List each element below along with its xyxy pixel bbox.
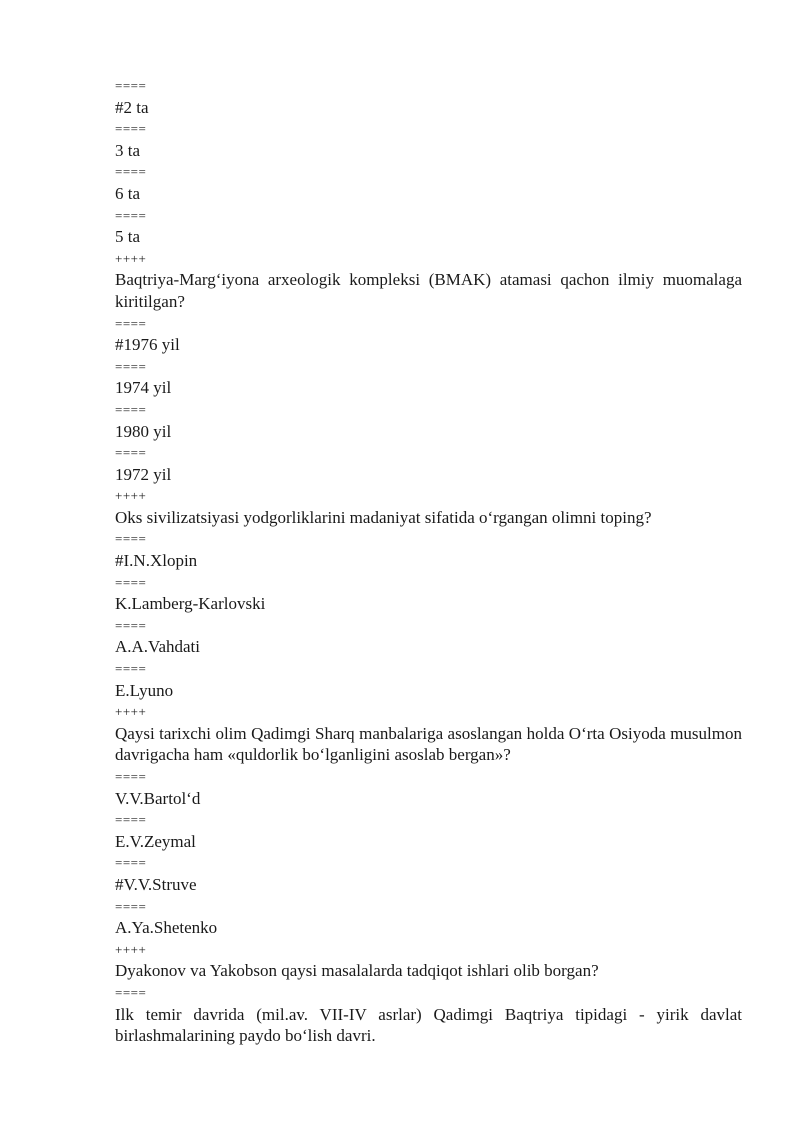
separator-line: ====: [115, 574, 147, 590]
separator-line: ====: [115, 445, 147, 461]
separator-line: ====: [115, 769, 147, 784]
answer-option: #1976 yil: [115, 335, 180, 355]
question-text: Dyakonov va Yakobson qaysi masalalarda tadqiqot ishlari olib borgan?: [115, 961, 599, 981]
separator-line: ====: [115, 855, 147, 871]
separator-line: ====: [115, 401, 147, 417]
answer-option: #V.V.Struve: [115, 874, 197, 894]
question-text: Baqtriya-Marg‘iyona arxeologik kompleksi (BMAK) atamasi qachon ilmiy muomalaga kiritilgan?: [115, 270, 742, 311]
document-page: [115, 75, 742, 1047]
answer-option: 5 ta: [115, 227, 141, 247]
separator-line: ====: [115, 121, 147, 137]
answer-option: E.V.Zeymal: [115, 831, 196, 851]
question-text: Oks sivilizatsiyasi yodgorliklarini madaniyat sifatida o‘rgangan olimni toping?: [115, 507, 652, 527]
separator-line: ====: [115, 78, 147, 93]
answer-option: K.Lamberg-Karlovski: [115, 594, 266, 614]
answer-option: 1974 yil: [115, 378, 172, 398]
separator-line: ++++: [115, 941, 147, 957]
separator-line: ====: [115, 164, 147, 180]
separator-line: ====: [115, 898, 147, 914]
separator-line: ====: [115, 984, 147, 1000]
answer-option: E.Lyuno: [115, 680, 174, 700]
answer-option: 1980 yil: [115, 421, 172, 441]
question-text: Qaysi tarixchi olim Qadimgi Sharq manbalariga asoslangan holda O‘rta Osiyoda musulmon davrigacha ham «quldorlik bo‘lganligini asoslab bergan»?: [115, 723, 742, 765]
separator-line: ====: [115, 315, 147, 331]
separator-line: ++++: [115, 250, 147, 266]
separator-line: ++++: [115, 488, 147, 504]
answer-option: #I.N.Xlopin: [115, 551, 198, 571]
answer-option: #2 ta: [115, 97, 149, 117]
separator-line: ====: [115, 661, 147, 677]
separator-line: ====: [115, 358, 147, 374]
separator-line: ====: [115, 531, 147, 547]
answer-option: V.V.Bartol‘d: [115, 788, 201, 808]
answer-option: 1972 yil: [115, 464, 172, 484]
separator-line: ++++: [115, 704, 147, 720]
answer-option: A.A.Vahdati: [115, 637, 200, 657]
question-text: Ilk temir davrida (mil.av. VII-IV asrlar) Qadimgi Baqtriya tipidagi - yirik davlat birlashmalarining paydo bo‘lish davri.: [115, 1004, 742, 1046]
answer-option: A.Ya.Shetenko: [115, 918, 218, 938]
answer-option: 6 ta: [115, 183, 141, 203]
answer-option: 3 ta: [115, 140, 141, 160]
separator-line: ====: [115, 207, 147, 223]
separator-line: ====: [115, 617, 147, 633]
separator-line: ====: [115, 812, 147, 828]
